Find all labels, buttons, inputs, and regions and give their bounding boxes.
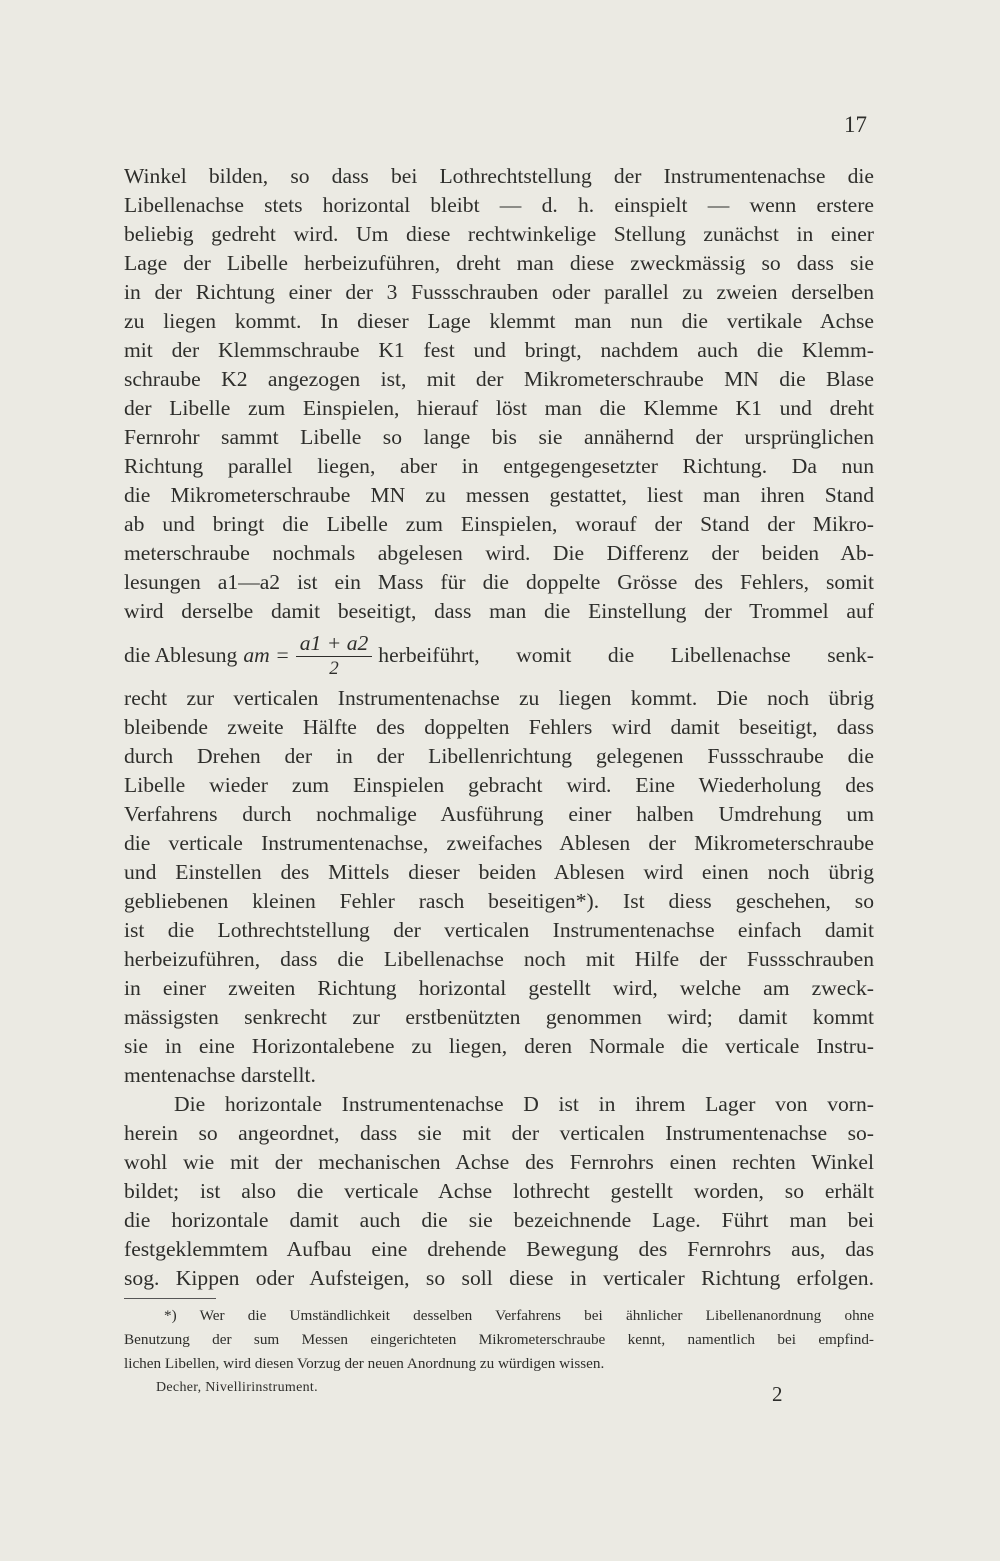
- footnote: [124, 1304, 874, 1376]
- paragraph-start-line: Die horizontale Instrumentenachse D ist in ihrem Lager von vorn-: [174, 1092, 874, 1116]
- text-line: Libellenachse stets horizontal bleibt — d. h. einspielt — wenn erstere: [124, 193, 874, 217]
- formula-lhs: am =: [243, 642, 290, 667]
- text-line: Libelle wieder zum Einspielen gebracht wird. Eine Wiederholung des: [124, 773, 874, 797]
- text-line: gebliebenen kleinen Fehler rasch beseitigen*). Ist diess geschehen, so: [124, 889, 874, 913]
- text-line: mässigsten senkrecht zur erstbenützten genommen wird; damit kommt: [124, 1005, 874, 1029]
- body-text: [124, 162, 874, 1293]
- text-line: und Einstellen des Mittels dieser beiden Ablesen wird einen noch übrig: [124, 860, 874, 884]
- text-line: mit der Klemmschraube K1 fest und bringt, nachdem auch die Klemm-: [124, 338, 874, 362]
- text-line: sie in eine Horizontalebene zu liegen, deren Normale die verticale Instru-: [124, 1034, 874, 1058]
- footnote-line: lichen Libellen, wird diesen Vorzug der neuen Anordnung zu würdigen wissen.: [124, 1355, 605, 1372]
- text-line: in einer zweiten Richtung horizontal gestellt wird, welche am zweck-: [124, 976, 874, 1000]
- formula-post-text: herbeiführt, womit die Libellenachse senk-: [378, 642, 874, 667]
- text-line: die horizontale damit auch die sie bezeichnende Lage. Führt man bei: [124, 1208, 874, 1232]
- footnote-line: Benutzung der sum Messen eingerichteten Mikrometerschraube kennt, namentlich bei empfind-: [124, 1331, 874, 1348]
- text-line: lesungen a1—a2 ist ein Mass für die doppelte Grösse des Fehlers, somit: [124, 570, 874, 594]
- text-line: ist die Lothrechtstellung der verticalen Instrumentenachse einfach damit: [124, 918, 874, 942]
- text-line: bleibende zweite Hälfte des doppelten Fehlers wird damit beseitigt, dass: [124, 715, 874, 739]
- text-line: recht zur verticalen Instrumentenachse zu liegen kommt. Die noch übrig: [124, 686, 874, 710]
- formula-line: [124, 626, 874, 684]
- text-line: der Libelle zum Einspielen, hierauf löst man die Klemme K1 und dreht: [124, 396, 874, 420]
- text-line: die verticale Instrumentenachse, zweifaches Ablesen der Mikrometerschraube: [124, 831, 874, 855]
- text-line: Winkel bilden, so dass bei Lothrechtstellung der Instrumentenachse die: [124, 164, 874, 188]
- text-line: sog. Kippen oder Aufsteigen, so soll diese in verticaler Richtung erfolgen.: [124, 1266, 874, 1290]
- text-line: herein so angeordnet, dass sie mit der verticalen Instrumentenachse so-: [124, 1121, 874, 1145]
- text-line: festgeklemmtem Aufbau eine drehende Bewegung des Fernrohrs aus, das: [124, 1237, 874, 1261]
- footnote-line: *) Wer die Umständlichkeit desselben Verfahrens bei ähnlicher Libellenanordnung ohne: [164, 1307, 874, 1324]
- text-line: durch Drehen der in der Libellenrichtung gelegenen Fussschraube die: [124, 744, 874, 768]
- formula-fraction: [296, 630, 373, 681]
- formula-denominator: 2: [329, 657, 339, 679]
- text-line: meterschraube nochmals abgelesen wird. Die Differenz der beiden Ab-: [124, 541, 874, 565]
- text-line: beliebig gedreht wird. Um diese rechtwinkelige Stellung zunächst in einer: [124, 222, 874, 246]
- text-line: herbeizuführen, dass die Libellenachse noch mit Hilfe der Fussschrauben: [124, 947, 874, 971]
- text-line: mentenachse darstellt.: [124, 1063, 316, 1087]
- page-number: 17: [844, 112, 867, 137]
- text-line: die Mikrometerschraube MN zu messen gestattet, liest man ihren Stand: [124, 483, 874, 507]
- formula-pre-text: die Ablesung: [124, 642, 238, 667]
- footnote-divider: [124, 1298, 216, 1299]
- text-line: bildet; ist also die verticale Achse lothrecht gestellt worden, so erhält: [124, 1179, 874, 1203]
- text-line: zu liegen kommt. In dieser Lage klemmt man nun die vertikale Achse: [124, 309, 874, 333]
- text-line: schraube K2 angezogen ist, mit der Mikrometerschraube MN die Blase: [124, 367, 874, 391]
- signature-line: Decher, Nivellirinstrument.: [156, 1380, 318, 1395]
- formula-numerator: a1 + a2: [296, 630, 373, 657]
- sheet-number: 2: [772, 1382, 783, 1406]
- text-line: in der Richtung einer der 3 Fussschrauben oder parallel zu zweien derselben: [124, 280, 874, 304]
- text-line: wohl wie mit der mechanischen Achse des Fernrohrs einen rechten Winkel: [124, 1150, 874, 1174]
- text-line: Lage der Libelle herbeizuführen, dreht man diese zweckmässig so dass sie: [124, 251, 874, 275]
- text-line: Fernrohr sammt Libelle so lange bis sie annähernd der ursprünglichen: [124, 425, 874, 449]
- text-line: Richtung parallel liegen, aber in entgegengesetzter Richtung. Da nun: [124, 454, 874, 478]
- text-line: wird derselbe damit beseitigt, dass man die Einstellung der Trommel auf: [124, 599, 874, 623]
- text-line: ab und bringt die Libelle zum Einspielen, worauf der Stand der Mikro-: [124, 512, 874, 536]
- text-line: Verfahrens durch nochmalige Ausführung einer halben Umdrehung um: [124, 802, 874, 826]
